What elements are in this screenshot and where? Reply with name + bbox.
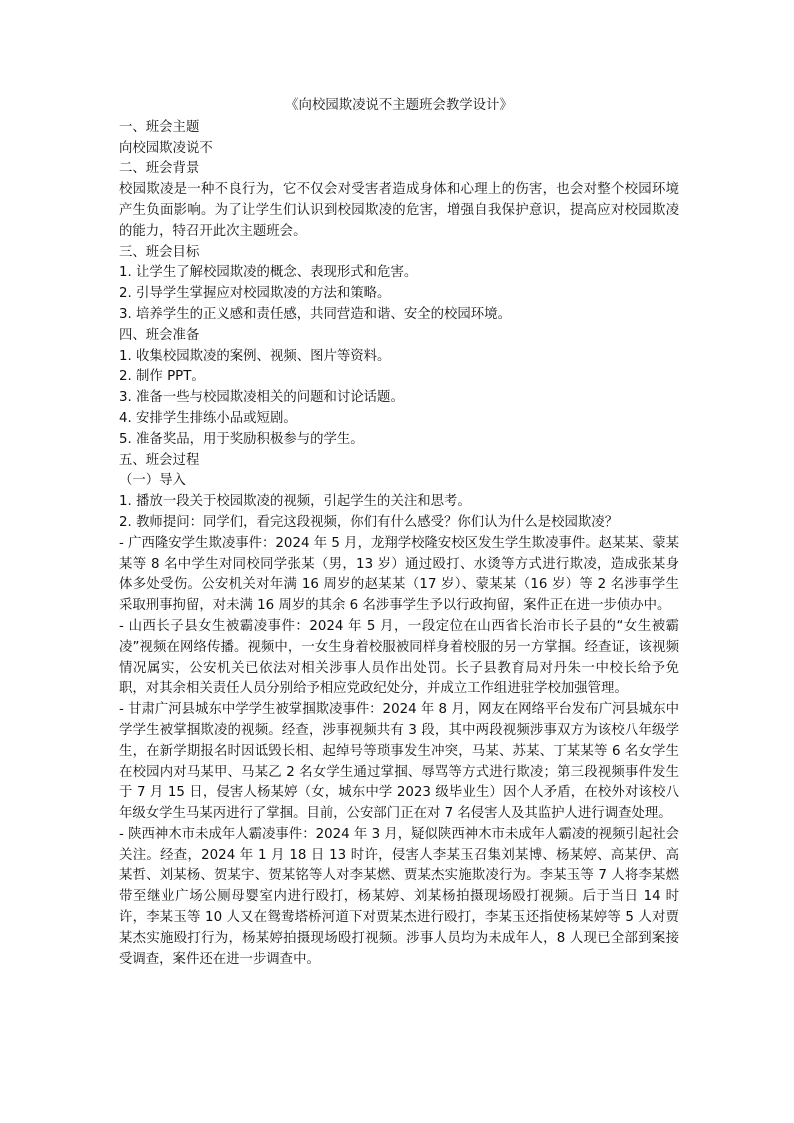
section-heading-preparation: 四、班会准备 xyxy=(119,327,200,343)
goal-item: 2. 引导学生掌握应对校园欺凌的方法和策略。 xyxy=(119,286,391,302)
document-page xyxy=(119,96,679,970)
section-heading-process: 五、班会过程 xyxy=(119,452,200,468)
theme-text: 向校园欺凌说不 xyxy=(119,140,213,156)
preparation-item: 4. 安排学生排练小品或短剧。 xyxy=(119,410,297,426)
section-heading-background: 二、班会背景 xyxy=(119,161,200,177)
section-heading-theme: 一、班会主题 xyxy=(119,119,200,135)
preparation-item: 1. 收集校园欺凌的案例、视频、图片等资料。 xyxy=(119,348,391,364)
process-item: 2. 教师提问：同学们，看完这段视频，你们有什么感受？你们认为什么是校园欺凌？ xyxy=(119,514,619,530)
section-heading-goals: 三、班会目标 xyxy=(119,244,200,260)
background-paragraph: 校园欺凌是一种不良行为，它不仅会对受害者造成身体和心理上的伤害，也会对整个校园环境产生负面影响。为了让学生们认识到校园欺凌的危害，增强自我保护意识，提高应对校园欺凌的能力，特召开此次主题班会。 xyxy=(119,182,679,239)
case-paragraph-shanxi: - 山西长子县女生被霸凌事件：2024 年 5 月，一段定位在山西省长治市长子县的“女生被霸凌”视频在网络传播。视频中，一女生身着校服被同样身着校服的另一方掌掴。经查证，该视频情况属实，公安机关已依法对相关涉事人员作出处罚。长子县教育局对丹朱一中校长给予免职，对其余相关责任人员分别给予相应党政纪处分，并成立工作组进驻学校加强管理。 xyxy=(119,618,679,697)
subsection-heading-intro: （一）导入 xyxy=(119,473,186,489)
preparation-item: 5. 准备奖品，用于奖励积极参与的学生。 xyxy=(119,431,364,447)
case-paragraph-shaanxi: - 陕西神木市未成年人霸凌事件：2024 年 3 月，疑似陕西神木市未成年人霸凌的视频引起社会关注。经查，2024 年 1 月 18 日 13 时许，侵害人李某玉召集刘某博、杨某婷、高某伊、高某哲、刘某杨、贺某宇、贺某铭等人对李某燃、贾某杰实施欺凌行为。李某玉等 7 人将李某燃带至继业广场公厕母婴室内进行殴打，杨某婷、刘某杨拍摄现场殴打视频。后于当日 14 时许，李某玉等 10 人又在鸳鸯塔桥河道下对贾某杰进行殴打，李某玉还指使杨某婷等 5 人对贾某杰实施殴打行为，杨某婷拍摄现场殴打视频。涉事人员均为未成年人，8 人现已全部到案接受调查，案件还在进一步调查中。 xyxy=(119,826,679,967)
preparation-item: 3. 准备一些与校园欺凌相关的问题和讨论话题。 xyxy=(119,390,404,406)
case-paragraph-guangxi: - 广西隆安学生欺凌事件：2024 年 5 月，龙翔学校隆安校区发生学生欺凌事件。赵某某、蒙某某等 8 名中学生对同校同学张某（男，13 岁）通过殴打、水烫等方式进行欺凌，造成张某身体多处受伤。公安机关对年满 16 周岁的赵某某（17 岁）、蒙某某（16 岁）等 2 名涉事学生采取刑事拘留，对未满 16 周岁的其余 6 名涉事学生予以行政拘留，案件正在进一步侦办中。 xyxy=(119,535,679,614)
case-paragraph-gansu: - 甘肃广河县城东中学学生被掌掴欺凌事件：2024 年 8 月，网友在网络平台发布广河县城东中学学生被掌掴欺凌的视频。经查，涉事视频共有 3 段，其中两段视频涉事双方为该校八年级学生，在新学期报名时因诋毁长相、起绰号等琐事发生冲突，马某、苏某、丁某某等 6 名女学生在校园内对马某甲、马某乙 2 名女学生通过掌掴、辱骂等方式进行欺凌；第三段视频事件发生于 7 月 15 日，侵害人杨某婷（女，城东中学 2023 级毕业生）因个人矛盾，在校外对该校八年级女学生马某丙进行了掌掴。目前，公安部门正在对 7 名侵害人及其监护人进行调查处理。 xyxy=(119,702,679,822)
process-item: 1. 播放一段关于校园欺凌的视频，引起学生的关注和思考。 xyxy=(119,494,471,510)
preparation-item: 2. 制作 PPT。 xyxy=(119,369,205,385)
document-title: 《向校园欺凌说不主题班会教学设计》 xyxy=(285,98,513,113)
goal-item: 1. 让学生了解校园欺凌的概念、表现形式和危害。 xyxy=(119,265,418,281)
goal-item: 3. 培养学生的正义感和责任感，共同营造和谐、安全的校园环境。 xyxy=(119,306,511,322)
